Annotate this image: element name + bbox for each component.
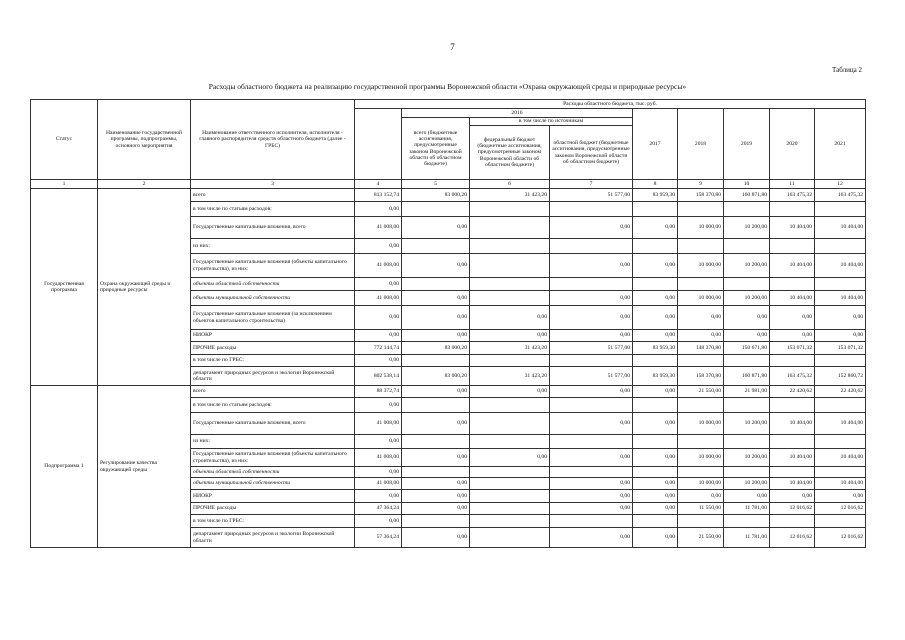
column-number-row [31,180,866,189]
cell-value: 10 404,00 [770,413,815,435]
cell-value: 10 200,00 [724,449,770,467]
col-number: 8 [633,180,678,189]
header-regional: областной бюджет (бюджетные ассигнования, предусмотренные законом Воронежской области об областном бюджете) [550,126,633,180]
cell-value: 158 370,80 [678,367,724,386]
col-number: 11 [770,180,815,189]
row-label: департамент природных ресурсов и экологии Воронежской области [191,367,355,386]
cell-value: 41 008,00 [355,291,402,306]
cell-value: 10 404,00 [815,449,866,467]
header-2017: 2017 [633,109,678,180]
cell-value: 0,00 [633,413,678,435]
cell-value [815,239,866,254]
cell-value: 21 981,00 [724,386,770,398]
cell-value [402,435,470,449]
cell-value: 0,00 [355,467,402,478]
row-label: в том числе по статьям расходов: [191,398,355,413]
cell-value [770,467,815,478]
cell-value: 0,00 [815,306,866,330]
row-label: департамент природных ресурсов и экологии Воронежской области [191,528,355,548]
cell-value: 163 475,32 [770,189,815,202]
cell-value: 150 671,80 [724,342,770,355]
row-status: Государственная программа [31,189,98,386]
col-number: 12 [815,180,866,189]
cell-value: 21 550,00 [678,528,724,548]
cell-value: 11 781,00 [724,528,770,548]
cell-value: 11 781,00 [724,503,770,515]
cell-value [402,515,470,528]
cell-value: 0,00 [355,398,402,413]
row-label: объекты областной собственности [191,467,355,478]
row-label: в том числе по ГРБС: [191,515,355,528]
cell-value [724,435,770,449]
cell-value: 83 959,30 [633,367,678,386]
row-label: объекты муниципальной собственности [191,478,355,490]
cell-value: 0,00 [355,490,402,503]
cell-value: 0,00 [470,449,550,467]
cell-value [470,435,550,449]
cell-value [815,278,866,291]
cell-value: 0,00 [402,254,470,278]
cell-value: 10 404,00 [815,217,866,239]
cell-value: 51 577,00 [550,367,633,386]
cell-value [770,278,815,291]
cell-value [678,435,724,449]
cell-value: 160 871,80 [724,367,770,386]
cell-value: 10 000,00 [678,254,724,278]
row-label: из них: [191,239,355,254]
cell-value: 10 404,00 [770,478,815,490]
cell-value [815,355,866,367]
row-status: Подпрограмма 1 [31,386,98,548]
cell-value: 0,00 [355,239,402,254]
cell-value [550,239,633,254]
cell-value: 83 000,20 [402,189,470,202]
table-row [31,189,866,202]
cell-value: 0,00 [678,490,724,503]
header-federal: федеральный бюджет (бюджетные ассигнования, предусмотренные законом Воронежской области об областном бюджете) [470,126,550,180]
cell-value [633,278,678,291]
row-label: из них: [191,435,355,449]
cell-value: 0,00 [402,503,470,515]
col-number: 9 [678,180,724,189]
cell-value: 10 200,00 [724,291,770,306]
cell-value: 12 016,62 [815,528,866,548]
cell-value: 148 370,80 [678,342,724,355]
cell-value: 47 364,24 [355,503,402,515]
row-label: ПРОЧИЕ расходы [191,342,355,355]
cell-value: 0,00 [770,490,815,503]
cell-value: 0,00 [633,386,678,398]
cell-value: 10 404,00 [770,254,815,278]
cell-value: 0,00 [402,528,470,548]
cell-value: 0,00 [402,306,470,330]
cell-value: 10 200,00 [724,478,770,490]
cell-value: 0,00 [550,291,633,306]
cell-value [815,398,866,413]
header-2021: 2021 [815,109,866,180]
cell-value [470,478,550,490]
col-number: 1 [31,180,98,189]
cell-value: 10 200,00 [724,217,770,239]
cell-value [724,398,770,413]
col-number: 4 [355,180,402,189]
cell-value: 83 959,30 [633,342,678,355]
cell-value: 12 016,62 [770,503,815,515]
cell-value: 10 000,00 [678,449,724,467]
cell-value: 83 959,30 [633,189,678,202]
row-label: Государственные капитальные вложения, всего [191,413,355,435]
cell-value [470,239,550,254]
cell-value: 0,00 [633,306,678,330]
cell-value: 813 152,74 [355,189,402,202]
cell-value [550,202,633,217]
cell-value: 41 008,00 [355,217,402,239]
cell-value [470,528,550,548]
cell-value [770,239,815,254]
cell-value: 10 200,00 [724,413,770,435]
cell-value [550,467,633,478]
cell-value: 0,00 [550,490,633,503]
expense-table [30,99,866,548]
cell-value [724,202,770,217]
col-number: 5 [402,180,470,189]
cell-value: 51 577,00 [550,342,633,355]
header-in-sources: в том числе по источникам [470,118,633,126]
cell-value [633,467,678,478]
cell-value: 0,00 [633,449,678,467]
cell-value [815,435,866,449]
cell-value: 0,00 [633,478,678,490]
cell-value [678,398,724,413]
cell-value: 10 404,00 [815,478,866,490]
cell-value: 0,00 [550,449,633,467]
header-2019: 2019 [724,109,770,180]
cell-value [633,202,678,217]
cell-value [633,239,678,254]
cell-value: 11 550,00 [678,503,724,515]
cell-value [402,355,470,367]
cell-value: 0,00 [633,217,678,239]
cell-value: 0,00 [550,413,633,435]
cell-value: 12 016,62 [770,528,815,548]
cell-value: 0,00 [402,413,470,435]
cell-value [470,202,550,217]
cell-value: 0,00 [402,478,470,490]
cell-value: 83 000,20 [402,367,470,386]
cell-value [724,515,770,528]
cell-value: 10 000,00 [678,413,724,435]
cell-value [402,239,470,254]
cell-value: 0,00 [550,386,633,398]
cell-value [470,467,550,478]
cell-value [402,202,470,217]
row-label: Государственные капитальные вложения (объекты капитального строительства), из них: [191,254,355,278]
cell-value: 41 008,00 [355,413,402,435]
cell-value: 12 016,62 [815,503,866,515]
cell-value [550,515,633,528]
row-label: Государственные капитальные вложения (за исключением объектов капитального строительства) [191,306,355,330]
cell-value: 0,00 [550,254,633,278]
cell-value: 0,00 [770,306,815,330]
cell-value: 160 871,80 [724,189,770,202]
cell-value: 0,00 [470,330,550,342]
cell-value [815,515,866,528]
cell-value: 83 000,20 [402,342,470,355]
cell-value [678,202,724,217]
cell-value [770,435,815,449]
cell-value: 0,00 [470,306,550,330]
cell-value: 0,00 [633,330,678,342]
cell-value: 0,00 [815,330,866,342]
cell-value: 0,00 [550,478,633,490]
cell-value [470,217,550,239]
cell-value: 10 200,00 [724,254,770,278]
cell-value: 0,00 [633,528,678,548]
header-expenses: Расходы областного бюджета, тыс. руб. [355,100,866,109]
cell-value [724,355,770,367]
header-2020: 2020 [770,109,815,180]
cell-value [402,278,470,291]
row-program-name: Охрана окружающей среды и природные ресурсы [98,189,191,386]
header-year-2016: 2016 [402,109,633,118]
cell-value: 158 370,80 [678,189,724,202]
cell-value: 0,00 [355,515,402,528]
header-2018: 2018 [678,109,724,180]
table-label: Таблица 2 [832,66,862,74]
cell-value: 10 000,00 [678,217,724,239]
cell-value: 0,00 [402,217,470,239]
cell-value: 10 000,00 [678,478,724,490]
cell-value: 0,00 [633,254,678,278]
row-label: всего [191,189,355,202]
header-program-name: Наименование государственной программы, подпрограммы, основного мероприятия [98,100,191,180]
cell-value [678,467,724,478]
row-label: в том числе по статьям расходов: [191,202,355,217]
cell-value: 31 423,20 [470,342,550,355]
cell-value: 0,00 [724,306,770,330]
cell-value: 0,00 [355,435,402,449]
cell-value: 0,00 [724,490,770,503]
cell-value: 10 404,00 [770,449,815,467]
cell-value: 0,00 [402,449,470,467]
col-number: 10 [724,180,770,189]
header-executor: Наименование ответственного исполнителя, исполнителя - главного распорядителя средств областного бюджета (далее - ГРБС) [191,100,355,180]
cell-value: 0,00 [355,330,402,342]
header-status: Статус [31,100,98,180]
cell-value [770,202,815,217]
cell-value: 57 364,24 [355,528,402,548]
cell-value [470,413,550,435]
cell-value: 21 550,00 [678,386,724,398]
row-label: объекты муниципальной собственности [191,291,355,306]
cell-value: 22 420,62 [770,386,815,398]
cell-value [550,278,633,291]
row-label: НИОКР [191,330,355,342]
cell-value [470,355,550,367]
row-label: Государственные капитальные вложения (объекты капитального строительства), из них: [191,449,355,467]
table-row [31,386,866,398]
cell-value: 41 008,00 [355,449,402,467]
cell-value: 10 404,00 [815,254,866,278]
cell-value: 0,00 [550,503,633,515]
cell-value: 0,00 [550,330,633,342]
cell-value: 152 860,72 [815,367,866,386]
cell-value: 0,00 [470,386,550,398]
header-total-2016: всего (бюджетные ассигнования, предусмотренные законом Воронежской области об областном бюджете) [402,118,470,180]
row-label: Государственные капитальные вложения, всего [191,217,355,239]
cell-value: 41 008,00 [355,254,402,278]
cell-value [633,515,678,528]
cell-value [724,239,770,254]
cell-value: 0,00 [633,490,678,503]
cell-value: 10 404,00 [815,291,866,306]
cell-value: 0,00 [355,202,402,217]
cell-value: 10 000,00 [678,291,724,306]
row-program-name: Регулирование качества окружающей среды [98,386,191,548]
cell-value [633,355,678,367]
cell-value: 10 404,00 [815,413,866,435]
cell-value [633,398,678,413]
row-label: всего [191,386,355,398]
cell-value [470,503,550,515]
col-number: 2 [98,180,191,189]
header-col4-blank [355,109,402,180]
row-label: в том числе по ГРБС: [191,355,355,367]
cell-value: 802 538,14 [355,367,402,386]
cell-value [633,435,678,449]
col-number: 6 [470,180,550,189]
cell-value: 88 372,74 [355,386,402,398]
cell-value: 0,00 [678,330,724,342]
cell-value [724,278,770,291]
cell-value [724,467,770,478]
row-label: объекты областной собственности [191,278,355,291]
cell-value [402,398,470,413]
cell-value [770,398,815,413]
cell-value [550,355,633,367]
cell-value [470,291,550,306]
cell-value [470,254,550,278]
table-title: Расходы областного бюджета на реализацию государственной программы Воронежской области «Охрана окружающей среды и природные ресурсы» [208,82,687,91]
cell-value [678,239,724,254]
cell-value: 0,00 [550,306,633,330]
cell-value: 163 475,32 [770,367,815,386]
cell-value [815,467,866,478]
cell-value [402,467,470,478]
cell-value: 0,00 [402,386,470,398]
cell-value: 0,00 [550,217,633,239]
cell-value: 0,00 [550,528,633,548]
cell-value: 10 404,00 [770,291,815,306]
row-label: НИОКР [191,490,355,503]
cell-value: 0,00 [815,490,866,503]
cell-value: 0,00 [724,330,770,342]
cell-value: 31 423,20 [470,367,550,386]
col-number: 7 [550,180,633,189]
cell-value: 153 071,32 [770,342,815,355]
cell-value: 41 008,00 [355,478,402,490]
cell-value: 10 404,00 [770,217,815,239]
cell-value: 22 420,62 [815,386,866,398]
cell-value [678,355,724,367]
cell-value: 51 577,00 [550,189,633,202]
cell-value [470,278,550,291]
cell-value: 153 071,32 [815,342,866,355]
cell-value [770,355,815,367]
cell-value: 163 475,32 [815,189,866,202]
cell-value: 772 144,74 [355,342,402,355]
cell-value [470,398,550,413]
cell-value: 0,00 [402,291,470,306]
cell-value [770,515,815,528]
row-label: ПРОЧИЕ расходы [191,503,355,515]
cell-value: 0,00 [402,330,470,342]
cell-value [470,515,550,528]
cell-value: 0,00 [633,503,678,515]
cell-value: 0,00 [633,291,678,306]
cell-value: 0,00 [355,306,402,330]
cell-value: 0,00 [402,490,470,503]
cell-value [470,490,550,503]
cell-value: 31 423,20 [470,189,550,202]
cell-value [550,435,633,449]
cell-value: 0,00 [355,278,402,291]
cell-value: 0,00 [770,330,815,342]
cell-value [815,202,866,217]
cell-value: 0,00 [678,306,724,330]
cell-value [678,515,724,528]
cell-value: 0,00 [355,355,402,367]
col-number: 3 [191,180,355,189]
cell-value [550,398,633,413]
cell-value [678,278,724,291]
page-number: 7 [450,42,455,52]
